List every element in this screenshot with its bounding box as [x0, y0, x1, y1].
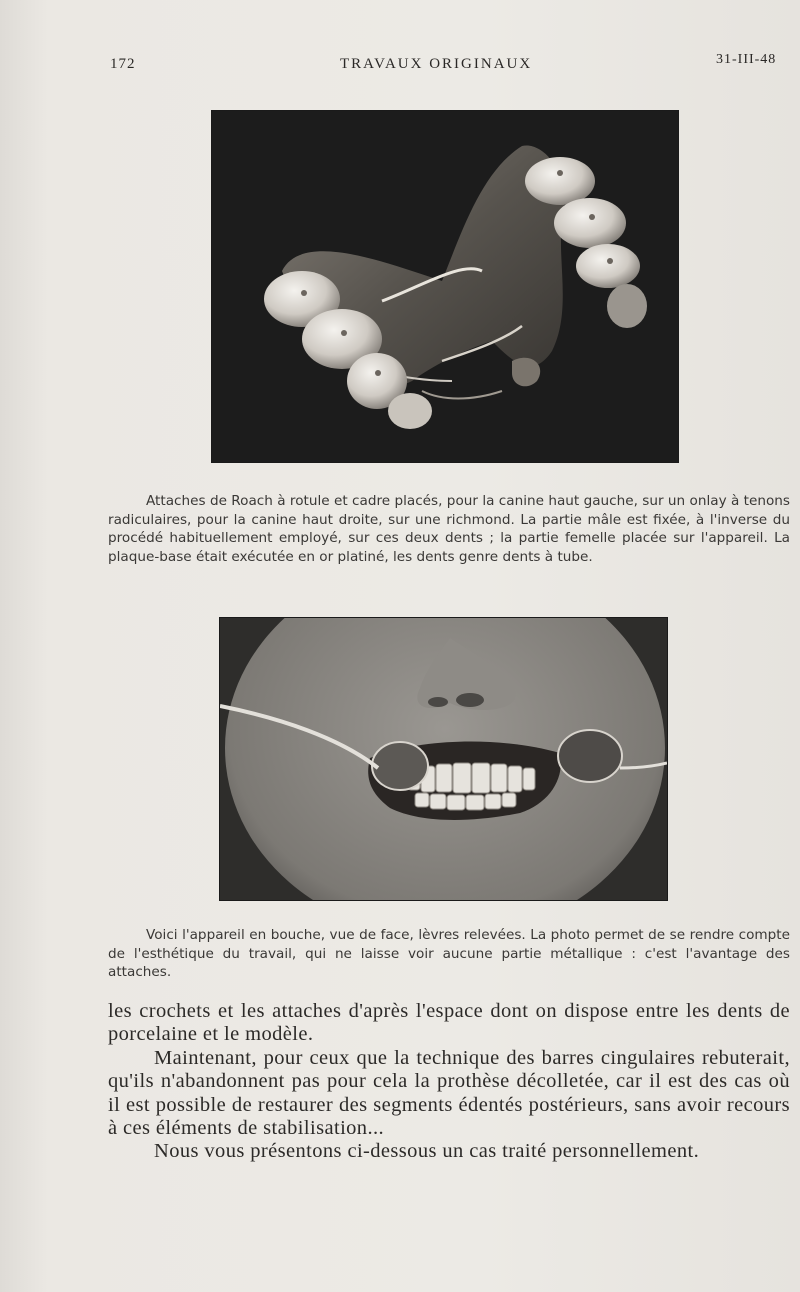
page-number: 172	[110, 56, 136, 72]
mouth-photo-illustration	[220, 618, 667, 900]
page-header	[0, 52, 800, 80]
figure-photo-mouth	[219, 617, 668, 901]
figure-caption-1: Attaches de Roach à rotule et cadre placés, pour la canine haut gauche, sur un onlay à tenons radiculaires, pour la canine haut droite, sur une richmond. La partie mâle est fixée, à l'inverse du procédé habituellement employé, sur ces deux dents ; la partie femelle placée sur l'appareil. La plaque-base était exécutée en or platiné, les dents genre dents à tube.	[108, 493, 790, 565]
body-text	[108, 1000, 790, 1164]
figure-photo-denture	[211, 110, 679, 463]
body-paragraph-2: Maintenant, pour ceux que la technique des barres cingulaires rebuterait, qu'ils n'abandonnent pas pour cela la prothèse décolletée, car il est des cas où il est possible de restaurer des segments édentés postérieurs, sans avoir recours à ces éléments de stabilisation...	[108, 1046, 790, 1140]
running-title: TRAVAUX ORIGINAUX	[340, 56, 533, 72]
body-paragraph-1: les crochets et les attaches d'après l'espace dont on dispose entre les dents de porcelaine et le modèle.	[108, 1000, 790, 1046]
body-paragraph-3: Nous vous présentons ci-dessous un cas traité personnellement.	[154, 1140, 700, 1163]
denture-photo-illustration	[212, 111, 678, 462]
figure-caption-2: Voici l'appareil en bouche, vue de face, lèvres relevées. La photo permet de se rendre compte de l'esthétique du travail, qui ne laisse voir aucune partie métallique : c'est l'avantage des attaches.	[108, 927, 790, 980]
issue-date: 31-III-48	[716, 52, 777, 67]
